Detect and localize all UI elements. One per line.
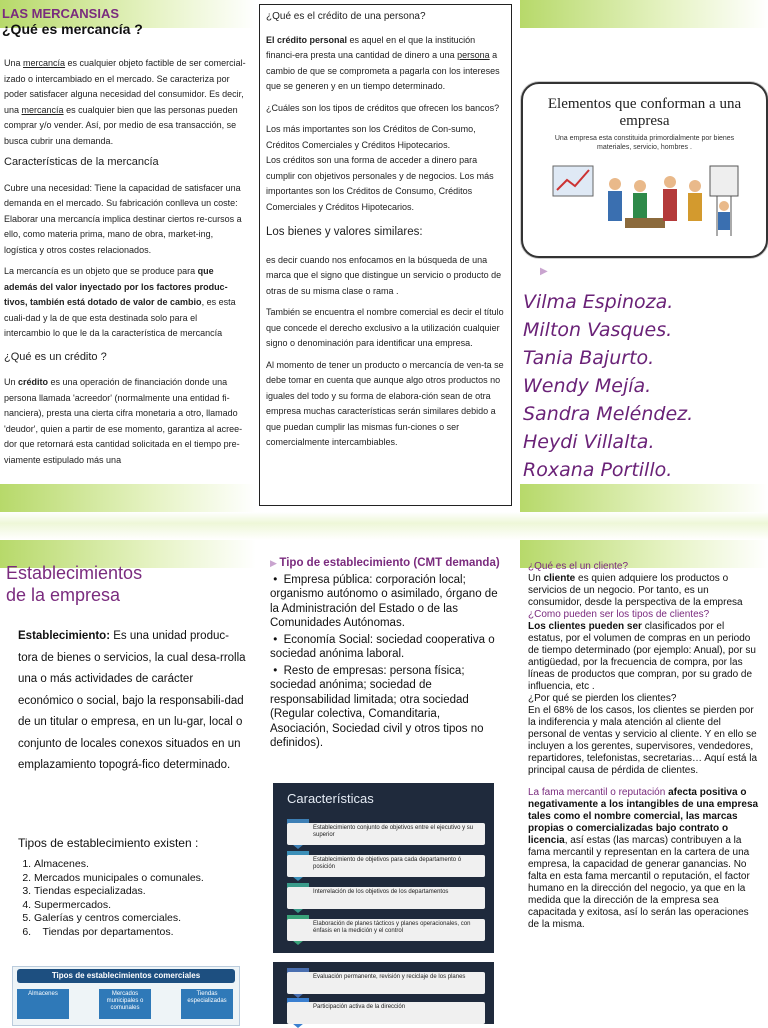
paragraph-perdida-clientes: En el 68% de los casos, los clientes se pierden por la indiferencia y mala atención al cliente del personal de ventas y servicio al cliente. Y en ello se incluyen a los gerentes, supervisores, vendedores, repartidores, telefonistas, secretarias… Aquí está la principal causa de pérdida de clientes. xyxy=(528,705,758,776)
bullet-item: • Empresa pública: corporación local; organismo autónomo o asimilado, órgano de la Administración del Estado o de las Comunidades Autónomas. xyxy=(270,573,498,629)
author-name: Wendy Mejía. xyxy=(523,375,652,397)
office-workers-illustration xyxy=(545,156,745,246)
heading-tipos-establecimiento: Tipos de establecimiento existen : xyxy=(18,836,199,850)
list-item: 4. Supermercados. xyxy=(34,899,254,913)
section-subtitle: ¿Qué es mercancía ? xyxy=(2,21,143,37)
author-name: Milton Vasques. xyxy=(523,319,673,341)
green-corner-decoration xyxy=(0,484,256,512)
caracteristicas-diagram xyxy=(273,783,494,953)
establecimiento-definition: Establecimiento: Es una unidad produc-tora de bienes o servicios, la cual desa-rrolla una o más actividades de carácter económico o social, bajo la responsabili-dad de un titular o empresa, en un lu-gar, local o conjunto de locales conexos situados en un emplazamiento topográ-fico determinado. xyxy=(18,630,246,771)
question-perdida-clientes: ¿Por qué se pierden los clientes? xyxy=(528,693,677,704)
paragraph-creditos-forma: Los créditos son una forma de acceder a dinero para cumplir con objetivos personales y de negocios. Los más importantes son los Créditos de Consumo, Créditos Comerciales y Créditos Hipotecarios. xyxy=(266,155,494,212)
diagram-step: Interrelación de los objetivos de los departamentos xyxy=(287,887,485,909)
green-corner-decoration xyxy=(520,0,768,28)
list-item: 2. Mercados municipales o comunales. xyxy=(34,872,254,886)
triangle-icon: ▶ xyxy=(270,558,280,568)
author-name: Roxana Portillo. xyxy=(523,459,673,481)
card-subtitle: Una empresa esta constituida primordialmente por bienes materiales, servicio, hombres . xyxy=(554,135,735,151)
link-mercancia[interactable]: mercancía xyxy=(23,58,66,68)
paragraph-cliente: Un cliente es quien adquiere los productos o servicios de un negocio. Por tanto, es un consumidor, desde la perspectiva de la empresa xyxy=(528,573,743,608)
diagram-title: Características xyxy=(287,791,374,806)
column-clientes xyxy=(528,561,760,931)
tipos-establecimientos-infographic xyxy=(12,966,240,1026)
author-name: Tania Bajurto. xyxy=(523,347,655,369)
heading-tipo-establecimiento: ▶ Tipo de establecimiento (CMT demanda) xyxy=(270,557,500,569)
bullet-item: • Economía Social: sociedad cooperativa o sociedad anónima laboral. xyxy=(270,633,495,660)
author-name: Heydi Villalta. xyxy=(523,431,655,453)
caracteristicas-diagram-continued xyxy=(273,962,494,1024)
heading-caracteristicas: Características de la mercancía xyxy=(4,156,159,168)
question-tipos-creditos: ¿Cuáles son los tipos de créditos que ofrecen los bancos? xyxy=(266,102,500,113)
elementos-empresa-card xyxy=(521,82,768,258)
section-title: LAS MERCANSIAS xyxy=(2,6,120,21)
page-separator xyxy=(0,512,768,540)
paragraph-producto-venta: Al momento de tener un producto o mercancía de ven-ta se debe tomar en cuenta que aunque algo otros productos no iguales del todo y su forma de elabora-ción sean de otra empresa muchas características serán similares debido a que puedan cumplir las mismas fun-ciones o ser comercialmente intercambiables. xyxy=(266,359,504,447)
list-item: 3. Tiendas especializadas. xyxy=(34,885,254,899)
brochure-page-outside xyxy=(0,0,768,512)
card-title: Elementos que conforman a una empresa xyxy=(547,96,742,129)
heading-bienes-valores: Los bienes y valores similares: xyxy=(266,226,423,238)
question-tipos-clientes: ¿Como pueden ser los tipos de clientes? xyxy=(528,609,710,620)
diagram-step: Establecimiento conjunto de objetivos entre el ejecutivo y su superior xyxy=(287,823,485,845)
paragraph-marca: es decir cuando nos enfocamos en la búsqueda de una marca que el signo que distingue un servicio o producto de otras de su misma clase o rama . xyxy=(266,254,502,296)
column-mercancias xyxy=(4,56,246,474)
establecimientos-title: Establecimientos de la empresa xyxy=(6,563,143,605)
heading-credito: ¿Qué es un crédito ? xyxy=(4,350,107,363)
list-item: 5. Galerías y centros comerciales. xyxy=(34,912,254,926)
credito-persona-box xyxy=(259,4,512,506)
question-credito-persona: ¿Qué es el crédito de una persona? xyxy=(266,11,426,22)
bullet-item: • Resto de empresas: persona física; sociedad anónima; sociedad de responsabilidad limitada; otra sociedad (Regular colectiva, Comanditaria, Asociación, Sociedad civil y otros tipos no definidos). xyxy=(270,664,484,749)
paragraph-tipos-creditos: Los más importantes son los Créditos de Con-sumo, Créditos Comerciales y Créditos Hipotecarios. xyxy=(266,124,476,150)
infographic-tile: Tiendas especializadas xyxy=(181,989,233,1019)
diagram-step: Elaboración de planes tácticos y planes operacionales, con énfasis en la medición y el control xyxy=(287,919,485,941)
author-name: Sandra Meléndez. xyxy=(523,403,694,425)
diagram-step: Evaluación permanente, revisión y reciclaje de los planes xyxy=(287,972,485,994)
green-corner-decoration xyxy=(520,484,768,512)
column-tipo-establecimiento xyxy=(270,556,500,751)
list-item: 1. Almacenes. xyxy=(34,858,254,872)
author-name: Vilma Espinoza. xyxy=(523,291,674,313)
question-cliente: ¿Qué es el un cliente? xyxy=(528,561,629,572)
link-mercancia[interactable]: mercancía xyxy=(21,104,64,115)
triangle-icon: ▶ xyxy=(540,266,548,277)
infographic-tile: Mercados municipales o comunales xyxy=(99,989,151,1019)
author-names xyxy=(523,288,693,484)
types-list xyxy=(0,858,254,939)
diagram-step: Participación activa de la dirección xyxy=(287,1002,485,1024)
list-item: 6. Tiendas por departamentos. xyxy=(34,926,254,940)
paragraph-credito-personal: El crédito personal es aquel en el que la institución financi-era presta una cantidad de dinero a una persona a cambio de que se comprometa a pagarla con los intereses que se generen y en un tiempo determinado. xyxy=(266,34,500,91)
link-persona[interactable]: persona xyxy=(457,50,490,60)
paragraph-valor-cambio: La mercancía es un objeto que se produce para que además del valor inyectado por los factores produc-tivos, también está dotado de valor de cambio, es esta cuali-dad y la de que esta destinada solo para el intercambio lo que le da la característica de mercancía xyxy=(4,266,236,338)
paragraph-fama-mercantil: La fama mercantil o reputación afecta positiva o negativamente a los intangibles de una empresa tales como el nombre comercial, las marcas propias o comercializadas bajo contrato o licencia, así estas (las marcas) contribuyen a la fama mercantil y representan en la cartera de una empresa, la capacidad de generar ganancias. No falta en esta fama mercantil o reputación, el factor humano en la dirección del negocio, ya que en la medida que la dirección de la empresa sea capacitada y exitosa, así lo serán las operaciones de la misma. xyxy=(528,787,759,930)
paragraph-tipos-clientes: Los clientes pueden ser clasificados por el estatus, por el volumen de compras en un periodo de tiempo determinado (por ejemplo: Anual), por su antigüedad, por la frecuencia de compra, por las líneas de productos que compran, por su grado de influencia, etc . xyxy=(528,621,756,692)
infographic-title: Tipos de establecimientos comerciales xyxy=(17,969,235,983)
paragraph-credito: Un crédito es una operación de financiación donde una persona llamada 'acreedor' (normalmente una entidad fi-nanciera), presta una cierta cifra monetaria a otro, llamado 'deudor', quien a partir de ese momento, garantiza al acree-dor que retornará esta cantidad solicitada en el tiempo pre-viamente estipulado más una xyxy=(4,377,243,465)
diagram-step: Establecimiento de objetivos para cada departamento ó posición xyxy=(287,855,485,877)
paragraph-nombre-comercial: También se encuentra el nombre comercial es decir el título que concede el derecho exclusivo a la utilización cualquier signo o denominación para identificar una empresa. xyxy=(266,307,504,348)
page1-title-block xyxy=(2,6,252,46)
paragraph-caracteristicas: Cubre una necesidad: Tiene la capacidad de satisfacer una demanda en el mercado. Su fabricación conlleva un coste: Elaborar una mercancía implica destinar ciertos re-cursos a ello, como materia prima, mano de obra, market-ing, logística y otros costes relacionados. xyxy=(4,182,242,255)
infographic-tile: Almacenes xyxy=(17,989,69,1019)
paragraph-mercancia-definition: Una mercancía es cualquier objeto factible de ser comercial-izado o intercambiado en el mercado. Se caracteriza por poder satisfacer alguna necesidad del consumidor. Es decir, una mercancía es cualquier bien que las personas pueden comprar y/o vender. Así, por medio de esa transacción, se busca cubrir una demanda. xyxy=(4,58,246,146)
